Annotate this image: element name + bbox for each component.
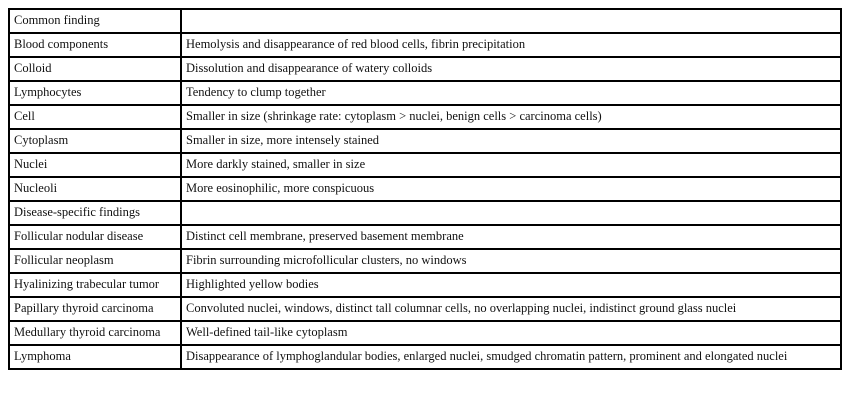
row-label: Hyalinizing trabecular tumor [9, 273, 181, 297]
row-value [181, 9, 841, 33]
table-row [9, 105, 841, 129]
row-label: Disease-specific findings [9, 201, 181, 225]
row-value: Distinct cell membrane, preserved basement membrane [181, 225, 841, 249]
row-value: Tendency to clump together [181, 81, 841, 105]
row-value: Hemolysis and disappearance of red blood cells, fibrin precipitation [181, 33, 841, 57]
row-label: Cytoplasm [9, 129, 181, 153]
row-label: Cell [9, 105, 181, 129]
table-row [9, 153, 841, 177]
table-row [9, 345, 841, 369]
row-value: Highlighted yellow bodies [181, 273, 841, 297]
table-row [9, 81, 841, 105]
row-label: Papillary thyroid carcinoma [9, 297, 181, 321]
row-label: Follicular nodular disease [9, 225, 181, 249]
table-row [9, 225, 841, 249]
row-value: Dissolution and disappearance of watery colloids [181, 57, 841, 81]
row-label: Follicular neoplasm [9, 249, 181, 273]
table-row [9, 273, 841, 297]
table-row [9, 201, 841, 225]
table-row [9, 129, 841, 153]
row-value: More darkly stained, smaller in size [181, 153, 841, 177]
row-label: Lymphocytes [9, 81, 181, 105]
row-value: Well-defined tail-like cytoplasm [181, 321, 841, 345]
table-row [9, 321, 841, 345]
table-row [9, 9, 841, 33]
row-label: Nuclei [9, 153, 181, 177]
table-row [9, 177, 841, 201]
table-row [9, 57, 841, 81]
table-row [9, 297, 841, 321]
row-value: Fibrin surrounding microfollicular clusters, no windows [181, 249, 841, 273]
row-value: More eosinophilic, more conspicuous [181, 177, 841, 201]
row-value: Convoluted nuclei, windows, distinct tall columnar cells, no overlapping nuclei, indistinct ground glass nuclei [181, 297, 841, 321]
table-row [9, 33, 841, 57]
row-value: Disappearance of lymphoglandular bodies, enlarged nuclei, smudged chromatin pattern, prominent and elongated nuclei [181, 345, 841, 369]
row-label: Common finding [9, 9, 181, 33]
row-label: Medullary thyroid carcinoma [9, 321, 181, 345]
row-label: Nucleoli [9, 177, 181, 201]
table-row [9, 249, 841, 273]
row-value [181, 201, 841, 225]
row-value: Smaller in size (shrinkage rate: cytoplasm > nuclei, benign cells > carcinoma cells) [181, 105, 841, 129]
row-label: Colloid [9, 57, 181, 81]
row-value: Smaller in size, more intensely stained [181, 129, 841, 153]
row-label: Blood components [9, 33, 181, 57]
row-label: Lymphoma [9, 345, 181, 369]
findings-table [8, 8, 842, 370]
